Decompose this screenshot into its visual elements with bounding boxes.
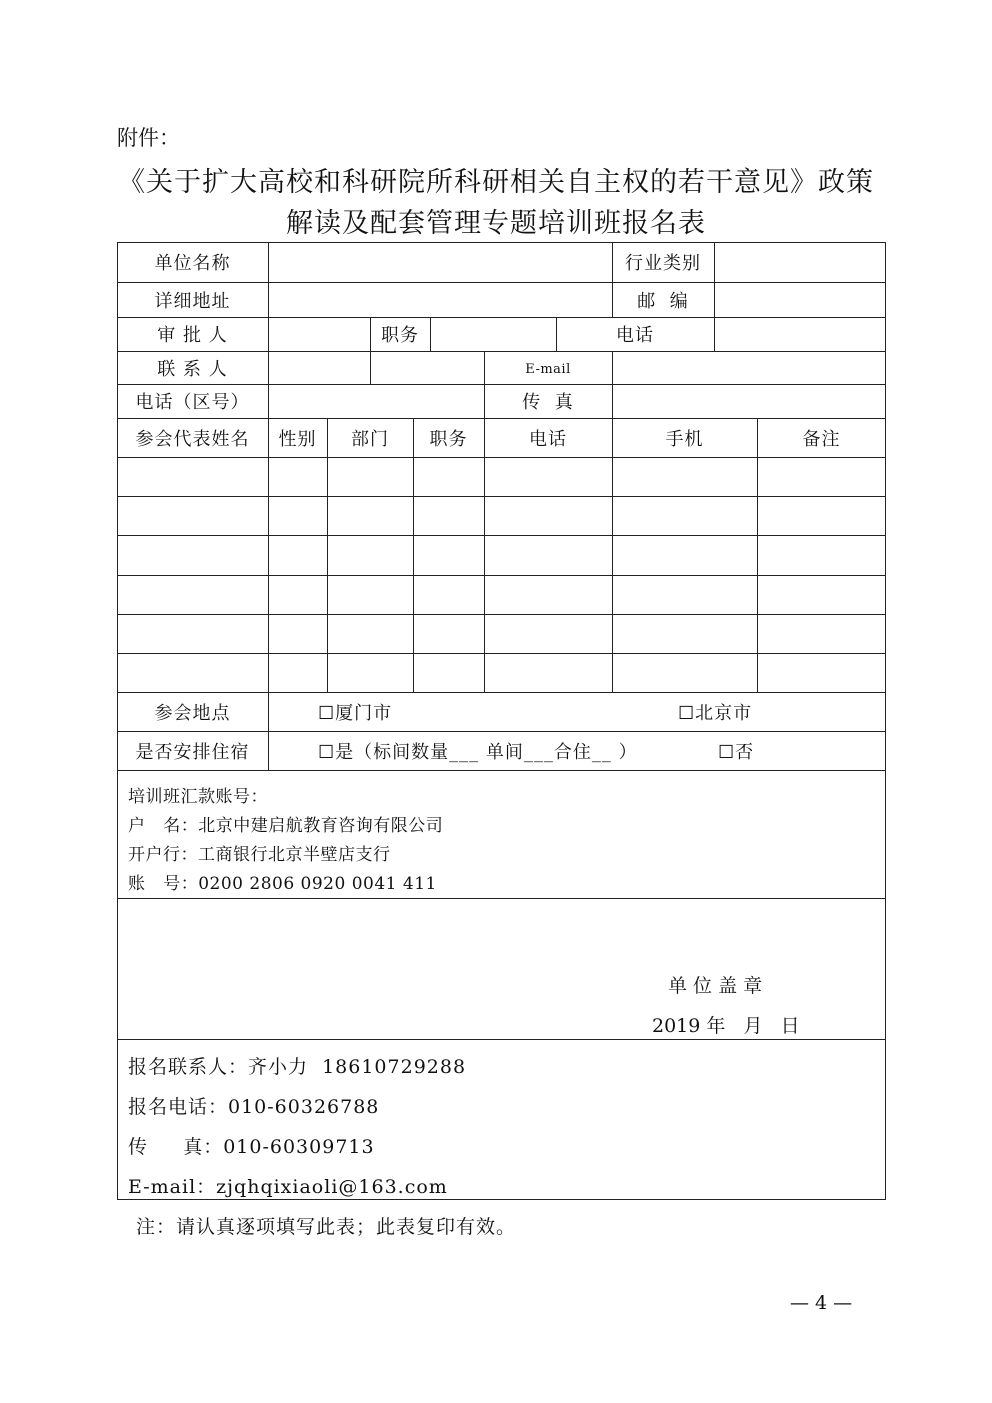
unit-stamp-label: 单 位 盖 章 xyxy=(668,975,763,997)
approver-phone-field[interactable] xyxy=(714,317,886,351)
address-label: 详细地址 xyxy=(154,290,231,312)
registration-email: E-mail：zjqhqixiaoli@163.com xyxy=(128,1176,448,1198)
approver-field[interactable] xyxy=(268,317,370,351)
phone-area-field[interactable] xyxy=(268,384,484,418)
stamp-date: 2019 年 月 日 xyxy=(652,1015,800,1037)
attendee-row[interactable] xyxy=(117,575,886,614)
row-divider xyxy=(117,770,886,771)
attendee-phone-header: 电话 xyxy=(529,428,567,450)
approver-phone-label: 电话 xyxy=(616,325,654,346)
row-divider xyxy=(117,898,886,899)
registration-phone: 报名电话：010-60326788 xyxy=(128,1096,380,1118)
approver-label: 审 批 人 xyxy=(157,325,228,346)
postcode-field[interactable] xyxy=(714,282,886,317)
row-divider xyxy=(117,1039,886,1040)
contact-label: 联 系 人 xyxy=(157,358,228,380)
account-title: 培训班汇款账号： xyxy=(128,787,268,807)
attachment-label: 附件： xyxy=(117,126,180,150)
attendee-remarks-header: 备注 xyxy=(802,428,841,450)
registration-contact: 报名联系人：齐小力 18610729288 xyxy=(128,1056,467,1078)
postcode-label: 邮 编 xyxy=(637,290,689,312)
venue-xiamen-checkbox[interactable]: ☐厦门市 xyxy=(318,702,393,724)
lodging-label: 是否安排住宿 xyxy=(135,741,250,763)
approver-title-label: 职务 xyxy=(381,325,419,346)
attendee-row[interactable] xyxy=(117,457,886,496)
form-title-line-2: 解读及配套管理专题培训班报名表 xyxy=(286,208,706,239)
lodging-no-checkbox[interactable]: ☐否 xyxy=(718,741,755,763)
account-holder: 户 名：北京中建启航教育咨询有限公司 xyxy=(128,816,444,836)
attendee-gender-header: 性别 xyxy=(278,428,317,450)
venue-label: 参会地点 xyxy=(154,702,231,724)
fax-label: 传 真 xyxy=(522,392,574,413)
form-title-line-1: 《关于扩大高校和科研院所科研相关自主权的若干意见》政策 xyxy=(118,167,874,198)
account-bank: 开户行：工商银行北京半壁店支行 xyxy=(128,845,391,865)
industry-label: 行业类别 xyxy=(625,253,701,274)
contact-field[interactable] xyxy=(268,351,370,384)
industry-field[interactable] xyxy=(714,242,886,282)
attendee-row[interactable] xyxy=(117,535,886,575)
footer-note: 注：请认真逐项填写此表；此表复印有效。 xyxy=(136,1216,517,1238)
email-label: E-mail xyxy=(525,361,571,377)
email-field[interactable] xyxy=(612,351,886,384)
fax-field[interactable] xyxy=(612,384,886,418)
attendee-name-header: 参会代表姓名 xyxy=(135,428,250,450)
attendee-title-header: 职务 xyxy=(429,428,468,450)
approver-title-field[interactable] xyxy=(430,317,556,351)
attendee-department-header: 部门 xyxy=(351,428,389,450)
attendee-mobile-header: 手机 xyxy=(665,428,704,450)
phone-area-label: 电话（区号） xyxy=(135,392,250,413)
page-number: — 4 — xyxy=(790,1292,853,1314)
attendee-row[interactable] xyxy=(117,653,886,692)
attendee-row[interactable] xyxy=(117,496,886,535)
unit-name-label: 单位名称 xyxy=(154,253,231,274)
registration-fax: 传 真：010-60309713 xyxy=(128,1136,375,1158)
contact-extra-field[interactable] xyxy=(370,351,484,384)
venue-beijing-checkbox[interactable]: ☐北京市 xyxy=(678,702,753,724)
unit-name-field[interactable] xyxy=(268,242,612,282)
address-field[interactable] xyxy=(268,282,612,317)
attendee-row[interactable] xyxy=(117,614,886,653)
account-number: 账 号：0200 2806 0920 0041 411 xyxy=(128,874,437,894)
lodging-yes-checkbox[interactable]: ☐是（标间数量___ 单间___合住__ ） xyxy=(318,741,638,763)
